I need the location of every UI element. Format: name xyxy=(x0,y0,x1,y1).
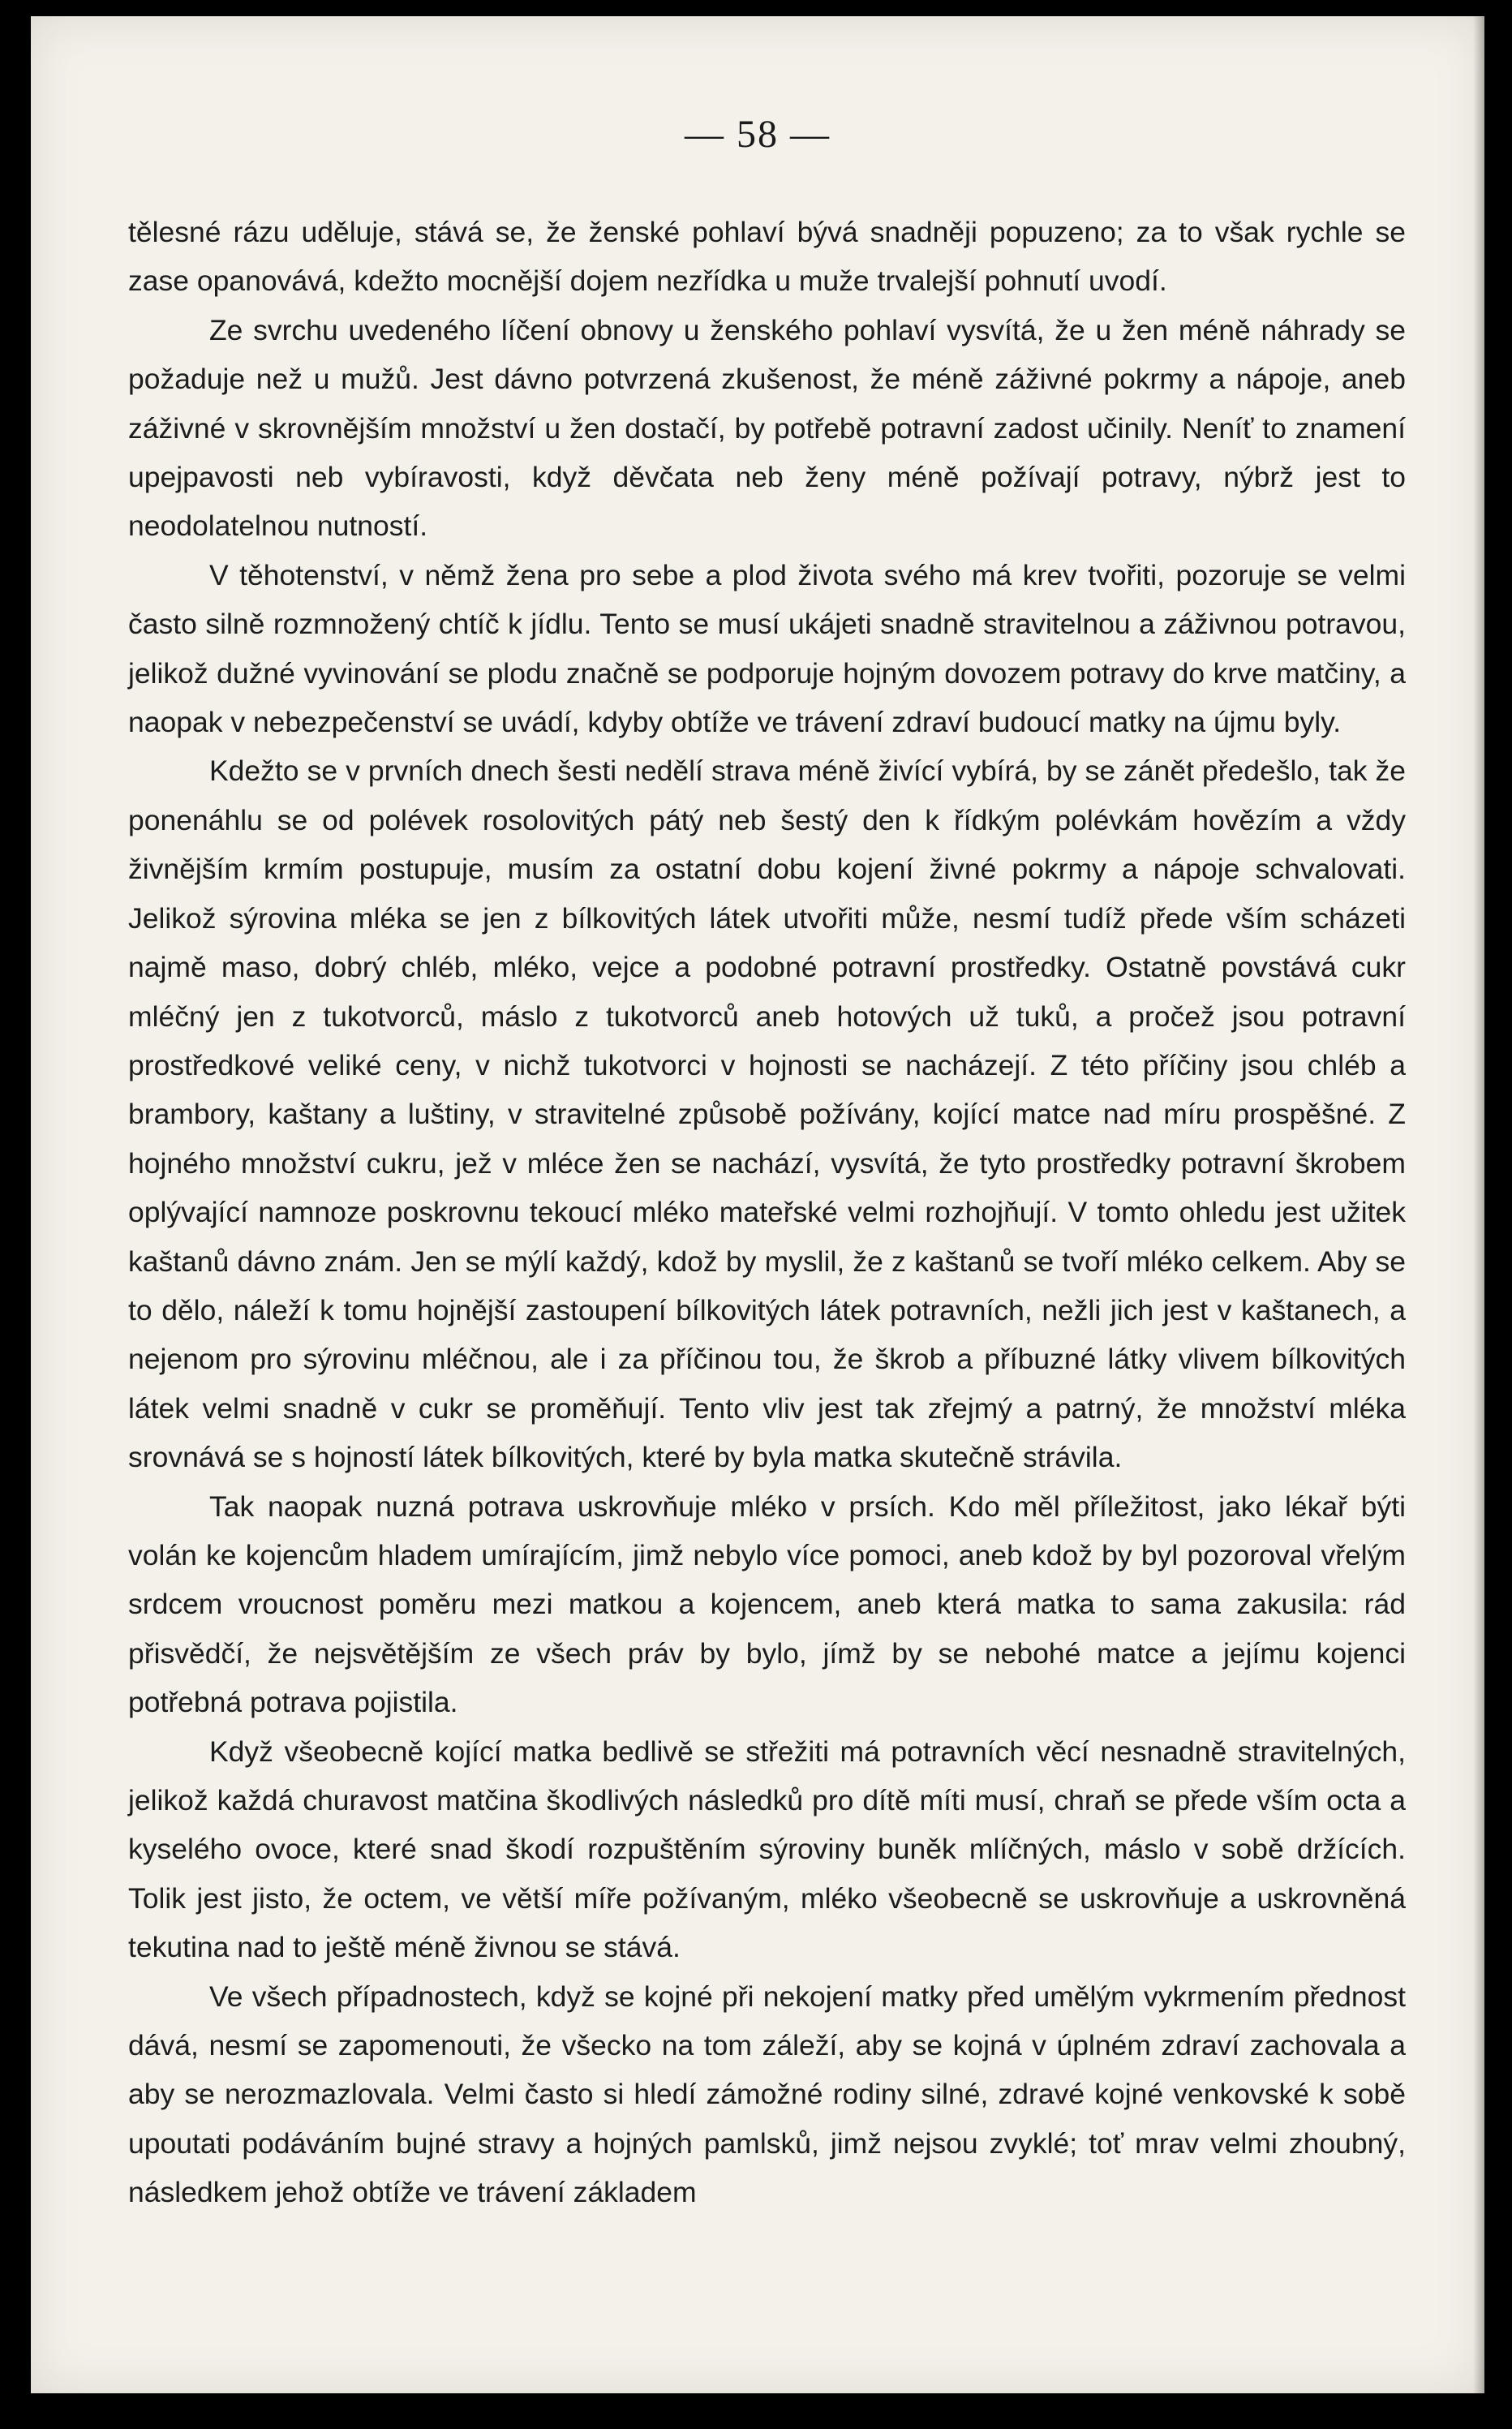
paragraph-2: Ze svrchu uvedeného líčení obnovy u ženského pohlaví vysvítá, že u žen méně náhrady se požaduje než u mužů. Jest dávno potvrzená zkušenost, že méně záživné pokrmy a nápoje, aneb záživné v skrovnějším množství u žen dostačí, by potřebě potravní zadost učinily. Neníť to znamení upejpavosti neb vybíravosti, když děvčata neb ženy méně požívají potravy, nýbrž jest to neodolatelnou nutností. xyxy=(128,313,1406,543)
body-text xyxy=(128,208,1406,2217)
book-page xyxy=(31,16,1484,2393)
paragraph-1: tělesné rázu uděluje, stává se, že ženské pohlaví bývá snadněji popuzeno; za to však rychle se zase opanovává, kdežto mocnější dojem nezřídka u muže trvalejší pohnutí uvodí. xyxy=(128,216,1406,298)
paragraph-6: Když všeobecně kojící matka bedlivě se střežiti má potravních věcí nesnadně stravitelných, jelikož každá churavost matčina škodlivých následků pro dítě míti musí, chraň se přede vším octa a kyselého ovoce, které snad škodí rozpuštěním sýroviny buněk mlíčných, máslo v sobě držících. Tolik jest jisto, že octem, ve větší míře požívaným, mléko všeobecně se uskrovňuje a uskrovněná tekutina nad to ještě méně živnou se stává. xyxy=(128,1735,1406,1964)
paragraph-4: Kdežto se v prvních dnech šesti nedělí strava méně živící vybírá, by se zánět předešlo, tak že ponenáhlu se od polévek rosolovitých pátý neb šestý den k řídkým polévkám hovězím a vždy živnějším krmím postupuje, musím za ostatní dobu kojení živné pokrmy a nápoje schvalovati. Jelikož sýrovina mléka se jen z bílkovitých látek utvořiti může, nesmí tudíž přede vším scházeti najmě maso, dobrý chléb, mléko, vejce a podobné potravní prostředky. Ostatně povstává cukr mléčný jen z tukotvorců, máslo z tukotvorců aneb hotových už tuků, a pročež jsou potravní prostředkové veliké ceny, v nichž tukotvorci v hojnosti se nacházejí. Z této příčiny jsou chléb a brambory, kaštany a luštiny, v stravitelné způsobě požívány, kojící matce nad míru prospěšné. Z hojného množství cukru, jež v mléce žen se nachází, vysvítá, že tyto prostředky potravní škrobem oplývající namnoze poskrovnu tekoucí mléko mateřské velmi rozhojňují. V tomto ohledu jest užitek kaštanů dávno znám. Jen se mýlí každý, kdož by myslil, že z kaštanů se tvoří mléko celkem. Aby se to dělo, náleží k tomu hojnější zastoupení bílkovitých látek potravních, nežli jich jest v kaštanech, a nejenom pro sýrovinu mléčnou, ale i za příčinou tou, že škrob a příbuzné látky vlivem bílkovitých látek velmi snadně v cukr se proměňují. Tento vliv jest tak zřejmý a patrný, že množství mléka srovnává se s hojností látek bílkovitých, které by byla matka skutečně strávila. xyxy=(128,754,1406,1474)
paragraph-3: V těhotenství, v němž žena pro sebe a plod života svého má krev tvořiti, pozoruje se velmi často silně rozmnožený chtíč k jídlu. Tento se musí ukájeti snadně stravitelnou a záživnou potravou, jelikož dužné vyvinování se plodu značně se podporuje hojným dovozem potravy do krve matčiny, a naopak v nebezpečenství se uvádí, kdyby obtíže ve trávení zdraví budoucí matky na újmu byly. xyxy=(128,558,1406,739)
paragraph-5: Tak naopak nuzná potrava uskrovňuje mléko v prsích. Kdo měl příležitost, jako lékař býti volán ke kojencům hladem umírajícím, jimž nebylo více pomoci, aneb kdož by byl pozoroval vřelým srdcem vroucnost poměru mezi matkou a kojencem, aneb která matka to sama zakusila: rád přisvědčí, že nejsvětějším ze všech práv by bylo, jímž by se nebohé matce a jejímu kojenci potřebná potrava pojistila. xyxy=(128,1490,1406,1719)
page-number: — 58 — xyxy=(685,113,831,156)
paragraph-7: Ve všech případnostech, když se kojné při nekojení matky před umělým vykrmením přednost dává, nesmí se zapomenouti, že všecko na tom záleží, aby se kojná v úplném zdraví zachovala a aby se nerozmazlovala. Velmi často si hledí zámožné rodiny silné, zdravé kojné venkovské k sobě upoutati podáváním bujné stravy a hojných pamlsků, jimž nejsou zvyklé; toť mrav velmi zhoubný, následkem jehož obtíže ve trávení základem xyxy=(128,1980,1406,2209)
page-edge-shadow xyxy=(1473,16,1484,2393)
